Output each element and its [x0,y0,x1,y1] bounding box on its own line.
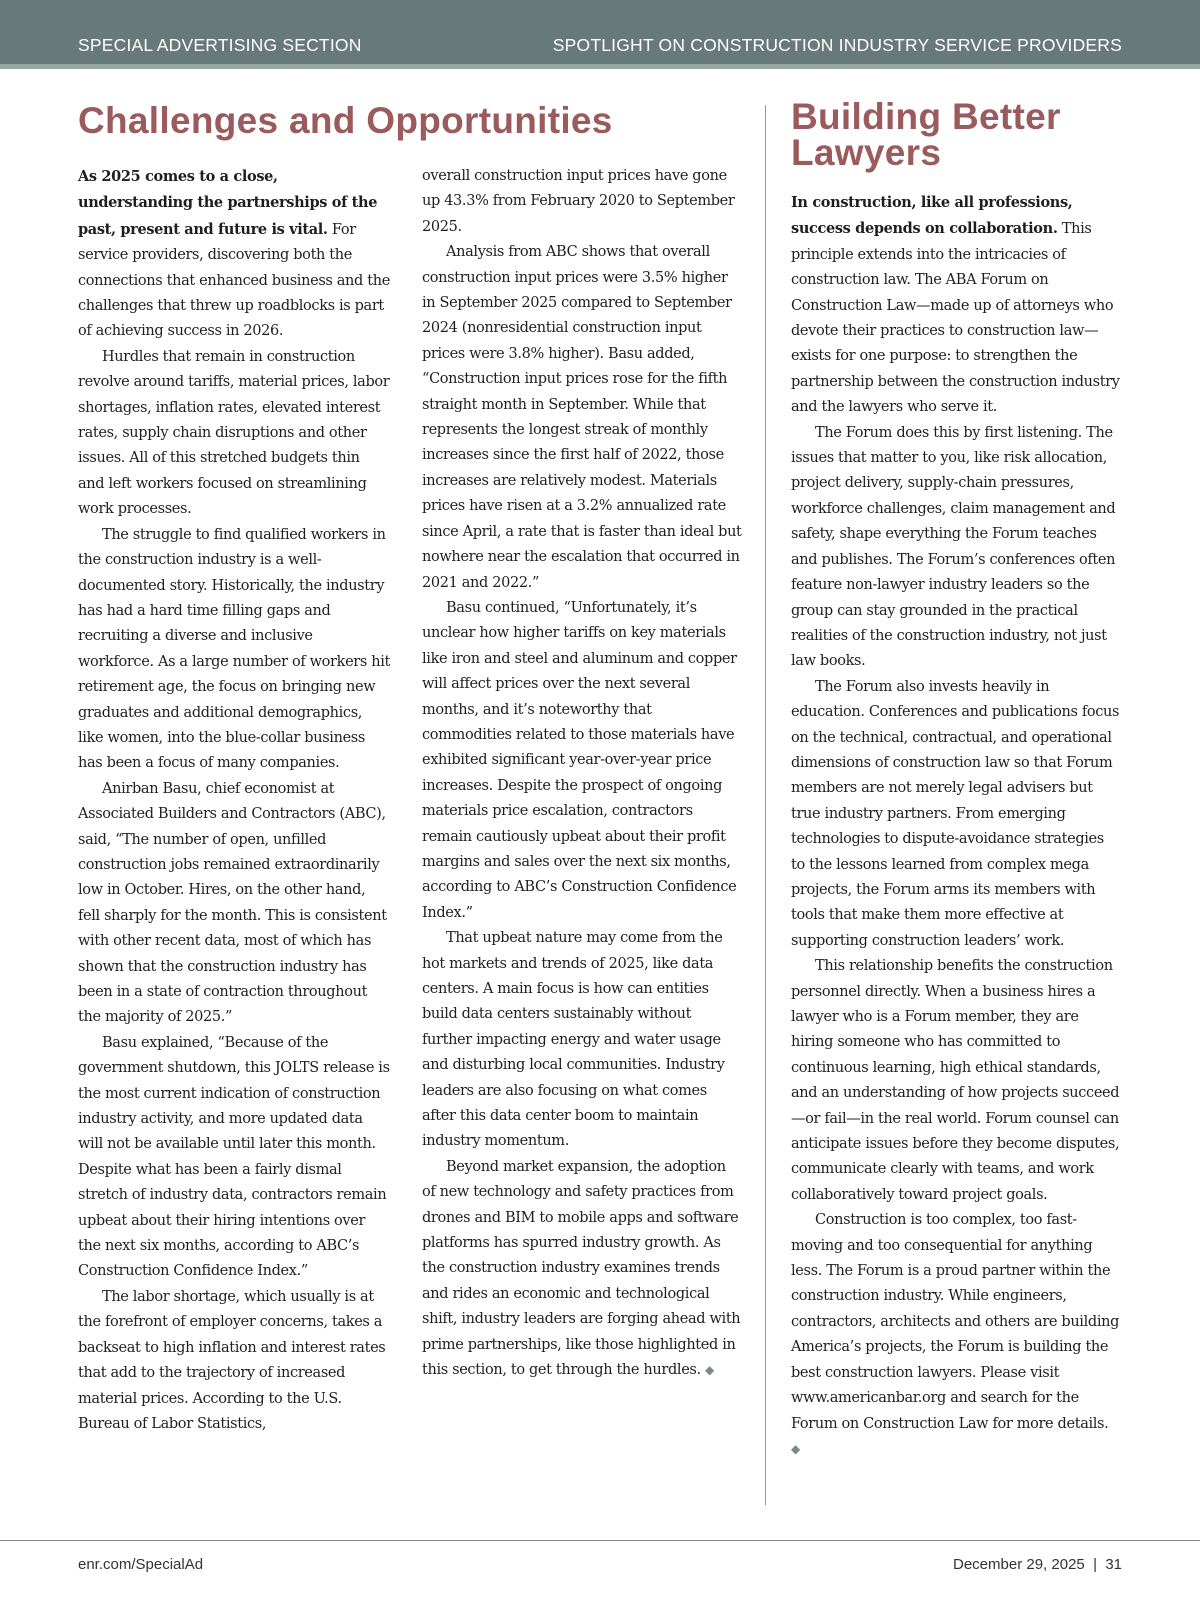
paragraph: The struggle to find qualified workers in the construction industry is a well-documented story. Historically, the industry has had a hard time filling gaps and recruiting a diverse and inclusive workforce. As a large number of workers hit retirement age, the focus on bringing new graduates and additional demographics, like women, into the blue-collar business has been a focus of many companies. [78,526,390,772]
paragraph: overall construction input prices have gone up 43.3% from February 2020 to September 2025. [422,168,735,235]
footer-url: enr.com/SpecialAd [78,1556,204,1573]
paragraph: This relationship benefits the construction personnel directly. When a business hires a lawyer who is a Forum member, they are hiring someone who has committed to continuous learning, high ethical standards, and an understanding of how projects succeed—or fail—in the real world. Forum counsel can anticipate issues before they become disputes, communicate clearly with teams, and work collaboratively toward project goals. [791,958,1120,1203]
paragraph: Basu continued, “Unfortunately, it’s unclear how higher tariffs on key materials like iron and steel and aluminum and copper will affect prices over the next several months, and it’s noteworthy that commodities related to those materials have exhibited significant year-over-year price increases. Despite the prospect of ongoing materials price escalation, contractors remain cautiously upbeat about their profit margins and sales over the next six months, according to ABC’s Construction Confidence Index.” [422,599,737,921]
article1-column-2 [422,164,742,1384]
paragraph [791,1208,1121,1462]
footer-rule [0,1540,1200,1541]
paragraph: Hurdles that remain in construction revolve around tariffs, material prices, labor shortages, inflation rates, elevated interest rates, supply chain disruptions and other issues. All of this stretched budgets thin and left workers focused on streamlining work processes. [78,348,390,518]
paragraph [791,190,1121,421]
lead-text: This principle extends into the intricacies of construction law. The ABA Forum on Construction Law—made up of attorneys who devote their practices to construction law—exists for one purpose: to strengthen the partnership between the construction industry and the lawyers who serve it. [791,221,1120,416]
spotlight-label: SPOTLIGHT ON CONSTRUCTION INDUSTRY SERVICE PROVIDERS [552,35,1122,55]
paragraph: Analysis from ABC shows that overall construction input prices were 3.5% higher in September 2025 compared to September 2024 (nonresidential construction input prices were 3.8% higher). Basu added, “Construction input prices rose for the fifth straight month in September. While that represents the longest streak of monthly increases since the first half of 2022, those increases are relatively modest. Materials prices have risen at a 3.2% annualized rate since April, a rate that is faster than ideal but nowhere near the escalation that occurred in 2021 and 2022.” [422,244,742,591]
article1-column-1 [78,164,390,1437]
paragraph [78,164,390,345]
paragraph: The labor shortage, which usually is at the forefront of employer concerns, takes a backseat to high inflation and interest rates that add to the trajectory of increased material prices. According to the U.S. Bureau of Labor Statistics, [78,1288,386,1432]
paragraph [422,1155,742,1384]
end-mark-icon: ◆ [791,1441,800,1456]
column-divider [765,105,766,1505]
end-mark-icon: ◆ [705,1363,714,1378]
article-title-lawyers: Building Better Lawyers [791,96,1061,173]
section-label: SPECIAL ADVERTISING SECTION [78,35,362,55]
article2-column [791,190,1121,1462]
paragraph: Basu explained, “Because of the government shutdown, this JOLTS release is the most current indication of construction industry activity, and more updated data will not be available until later this month. Despite what has been a fairly dismal stretch of industry data, contractors remain upbeat about their hiring intentions over the next six months, according to ABC’s Construction Confidence Index.” [78,1034,390,1280]
header-bar [0,0,1200,64]
footer-date-page: December 29, 2025 | 31 [953,1556,1122,1573]
paragraph-text: Construction is too complex, too fast-moving and too consequential for anything less. The Forum is a proud partner within the construction industry. While engineers, contractors, architects and others are building America’s projects, the Forum is building the best construction lawyers. Please visit www.americanbar.org and search for the Forum on Construction Law for more details. [791,1212,1120,1432]
paragraph-text: Beyond market expansion, the adoption of new technology and safety practices from drones and BIM to mobile apps and software platforms has spurred industry growth. As the construction industry examines trends and rides an economic and technological shift, industry leaders are forging ahead with prime partnerships, like those highlighted in this section, to get through the hurdles. [422,1158,741,1379]
lead-text: For service providers, discovering both the connections that enhanced business and the challenges that threw up roadblocks is part of achieving success in 2026. [78,221,390,340]
paragraph: The Forum also invests heavily in education. Conferences and publications focus on the technical, contractual, and operational dimensions of construction law so that Forum members are not merely legal advisers but true industry partners. From emerging technologies to dispute-avoidance strategies to the lessons learned from complex mega projects, the Forum arms its members with tools that make them more effective at supporting construction leaders’ work. [791,678,1120,949]
paragraph: Anirban Basu, chief economist at Associated Builders and Contractors (ABC), said, “The number of open, unfilled construction jobs remained extraordinarily low in October. Hires, on the other hand, fell sharply for the month. This is consistent with other recent data, most of which has shown that the construction industry has been in a state of contraction throughout the majority of 2025.” [78,780,387,1026]
lead-bold: In construction, like all professions, success depends on collaboration. [791,194,1073,238]
paragraph: The Forum does this by first listening. The issues that matter to you, like risk allocation, project delivery, supply-chain pressures, workforce challenges, claim management and safety, shape everything the Forum teaches and publishes. The Forum’s conferences often feature non-lawyer industry leaders so the group can stay grounded in the practical realities of the construction industry, not just law books. [791,424,1116,670]
lead-bold: As 2025 comes to a close, understanding the partnerships of the past, present and future is vital. [78,168,378,238]
paragraph: That upbeat nature may come from the hot markets and trends of 2025, like data centers. A main focus is how can entities build data centers sustainably without further impacting energy and water usage and disturbing local communities. Industry leaders are also focusing on what comes after this data center boom to maintain industry momentum. [422,930,725,1150]
article-title-challenges: Challenges and Opportunities [78,100,613,141]
header-underline [0,64,1200,69]
